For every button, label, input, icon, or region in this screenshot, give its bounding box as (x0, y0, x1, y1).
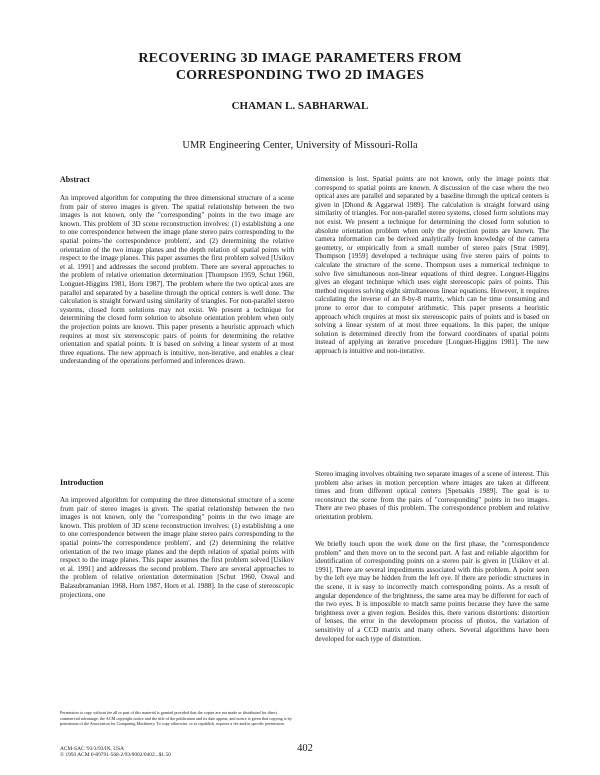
right-para-3-text: We briefly touch upon the work done on the first phase, the "correspondence problem" and then move on to the second part. A fast and reliable algorithm for identification of corresponding points on a stereo pair is given in [Usikov et al. 1991]. There are several impediments associated with this problem. A point seen by the left eye may be hidden from the left eye. If there are periodic structures in the scene, it is easy to incorrectly match corresponding points. As a result of angular dependence of the brightness, the same area may be different for each of the two eyes. It is impossible to match same points because they have the same brightness over a given region. Besides this, there various distortions: distortion of lenses, the error in the development process of photos, the variation of sensitivity of a CCD matrix and many others. Several algorithms have been developed for each type of distortion. (315, 540, 549, 643)
author-name: CHAMAN L. SABHARWAL (231, 100, 369, 112)
introduction-text: An improved algorithm for computing the three dimensional structure of a scene from pair of stereo images is given. The spatial relationship between the two images is not known, only the "corresponding" points in the two image are known. This problem of 3D scene reconstruction involves: (1) establishing a one to one correspondence between the image plane stereo pairs corresponding to the spatial points-'the correspondence problem', and (2) determining the relative orientation of the two image planes and the depth relation of spatial points with respect to the image planes. This paper assumes the first problem solved [Usikov et al. 1991] and addresses the second problem. There are several approaches to the problem of relative orientation determination [Schut 1960, Oswal and Balasubramanian 1968, Horn 1987, Horn et al. 1988]. In the case of stereoscopic projections, one (60, 496, 294, 599)
paper-title (60, 50, 540, 84)
introduction-body (60, 496, 294, 700)
right-para-2-text: Stereo imaging involves obtaining two separate images of a scene of interest. This problem also arises in motion perception where images are taken at different times and from different optical centers [Spetsakis 1989]. The goal is to reconstruct the scene from the pairs of "corresponding" points in two images. There are two phases of this problem. The correspondence problem and relative orientation problem. (315, 470, 549, 521)
right-column-para-2 (315, 470, 549, 532)
title-line-2: CORRESPONDING TWO 2D IMAGES (175, 68, 425, 83)
abstract-text: An improved algorithm for computing the three dimensional structure of a scene from pair of stereo images is given. The spatial relationship between the two images is not known, only the "corresponding" points in the two image are known. This problem of 3D scene reconstruction involves: (1) establishing a one to one correspondence between the image plane stereo pairs corresponding to the spatial points-'the correspondence problem', and (2) determining the relative orientation of the two image planes and the depth relation of spatial points with respect to the image planes. This paper assumes the first problem solved [Usikov et al. 1991] and addresses the second problem. There are several approaches to the problem of relative orientation determination [Thompson 1959, Schut 1960, Longuet-Higgins 1981, Horn 1987]. The problem where the two optical axes are parallel and separated by a baseline through the optical centers is well done. The calculation is straight forward using similarity of triangles. For non-parallel stereo systems, closed form solutions may not exist. We present a technique for determining the closed form solution to absolute orientation problem when only the projection points are known. This paper presents a heuristic approach which requires at most six stereoscopic pairs of points for determining the relative orientation and spatial points. It is based on solving a linear system of at most three equations. The new approach is intuitive, non-iterative, and enables a clear understanding of the operations performed and inferences drawn. (60, 194, 294, 366)
title-line-1: RECOVERING 3D IMAGE PARAMETERS FROM (138, 51, 462, 66)
abstract-body (60, 194, 294, 456)
copyright-line: © 1993 ACM 0-89791-568-2/93/0002/0402...$1.50 (60, 752, 171, 759)
right-para-1-text: dimension is lost. Spatial points are not known, only the image points that correspond to spatial points are known. A discussion of the case where the two optical axes are parallel and separated by a baseline through the optical centers is given in [Dhond & Aggarwal 1989]. The calculation is straight forward using similarity of triangles. For non-parallel stereo systems, closed form solutions may not exist. We present a technique for determining the closed form solution to absolute orientation problem when only the projection points are known. The camera information can be derived analytically from knowledge of the camera geometry, or empirically from a small number of stereo pairs [Strat 1989]. Thompson [1959] developed a technique using five stereo pairs of points to calculate the structure of the scene. Thompson uses a numerical technique to solve five simultaneous non-linear equations of third degree. Longuet-Higgins gives an elegant technique which uses eight stereoscopic pairs of points. This method requires solving eight simultaneous linear equations. However, it requires calculating the inverse of an 8-by-8 matrix, which can be time consuming and prone to error due to computer arithmetic. This paper presents a heuristic approach which requires at most six stereoscopic pairs of points and is based on solving a linear system of at most three equations. In this paper, the unique solution is determined directly from the forward coordinates of spatial points instead of applying an iterative procedure [Longuet-Higgins 1981]. The new approach is intuitive and non-iterative. (315, 175, 549, 355)
permission-footnote: Permission to copy without fee all or part of this material is granted provided that the copies are not made or distributed for direct commercial advantage, the ACM copyright notice and the title of the publication and its date appear, and notice is given that copying is by permission of the Association for Computing Machinery. To copy otherwise, or to republish, requires a fee and/or specific permission. (60, 710, 292, 727)
introduction-heading: Introduction (60, 478, 104, 487)
publication-info (60, 746, 300, 759)
abstract-heading: Abstract (60, 175, 90, 184)
author-affiliation: UMR Engineering Center, University of Missouri-Rolla (182, 140, 418, 151)
conference-line: ACM-SAC '93/3/93/IN, USA (60, 746, 125, 752)
right-column-para-3 (315, 540, 549, 726)
page-number: 402 (297, 743, 313, 754)
right-column-para-1 (315, 175, 549, 462)
